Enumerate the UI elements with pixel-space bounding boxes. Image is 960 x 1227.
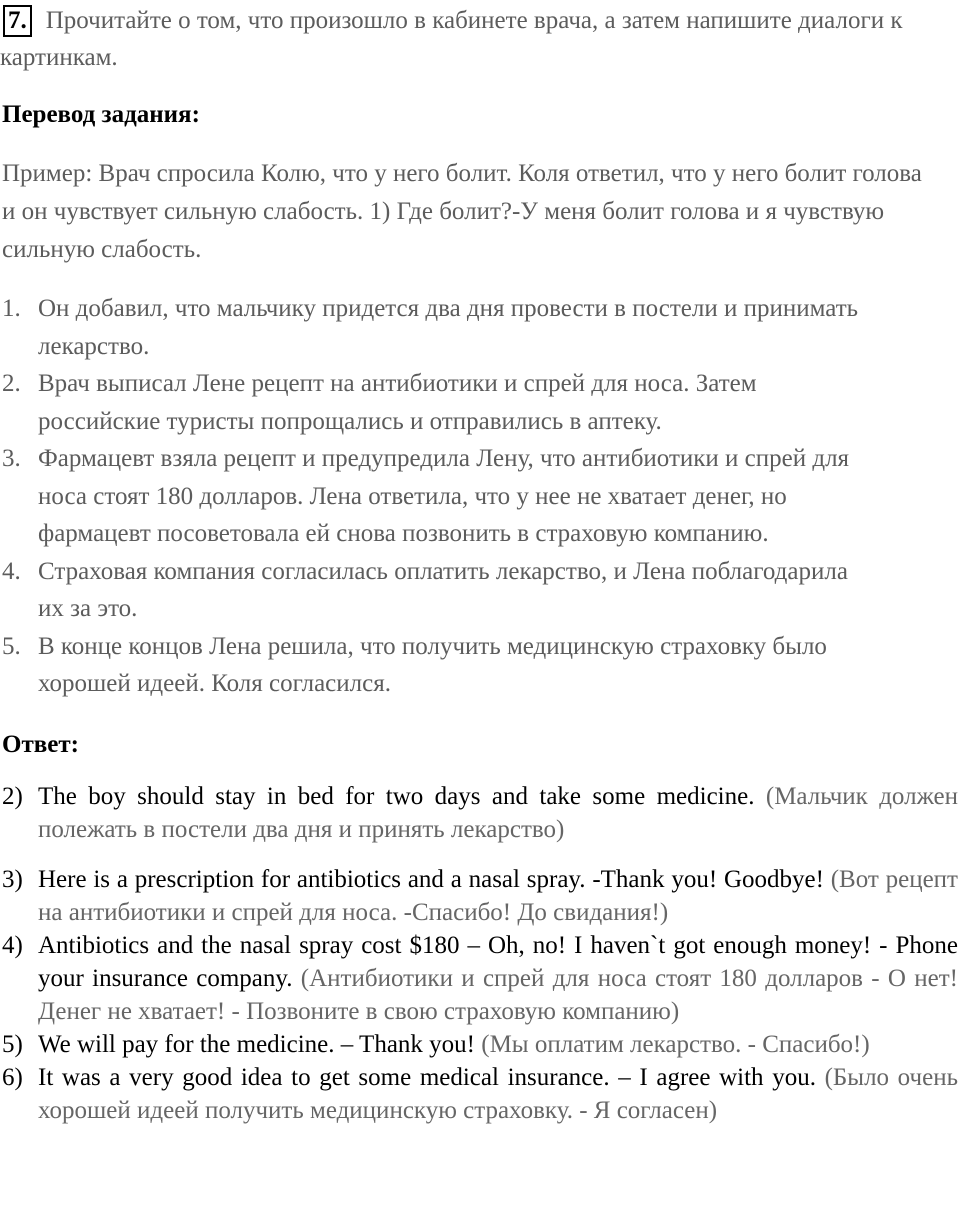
answer-text: [38, 863, 958, 929]
answer-item: [0, 929, 958, 1028]
list-item-text: Врач выписал Лене рецепт на антибиотики и спрей для носа. Затем российские туристы попрощались и отправились в аптеку.: [38, 370, 757, 435]
list-item-text: В конце концов Лена решила, что получить медицинскую страховку было хорошей идеей. Коля согласился.: [38, 632, 827, 697]
answer-text: [38, 1028, 958, 1061]
answer-item: [0, 1028, 958, 1061]
list-item-number: 4.: [2, 557, 21, 585]
answer-english: Here is a prescription for antibiotics and a nasal spray. -Thank you! Goodbye!: [38, 866, 824, 893]
answer-english: Antibiotics and the nasal spray cost $180 – Oh, no! I haven`t got enough money! - Phone your insurance company.: [38, 932, 958, 992]
answer-number: 5): [2, 1031, 23, 1058]
answer-english: It was a very good idea to get some medical insurance. – I agree with you.: [38, 1064, 816, 1091]
example-paragraph: Пример: Врач спросила Колю, что у него болит. Коля ответил, что у него болит голова и он чувствует сильную слабость. 1) Где болит?-У меня болит голова и я чувствую сильную слабость.: [2, 160, 922, 263]
answer-english: We will pay for the medicine. – Thank you!: [38, 1031, 475, 1058]
list-item: [0, 290, 958, 365]
list-item-number: 2.: [2, 370, 21, 397]
list-item: [0, 553, 958, 628]
list-item-number: 1.: [2, 295, 21, 322]
answer-english: The boy should stay in bed for two days and take some medicine.: [38, 783, 755, 810]
list-item: [0, 628, 958, 703]
task-instruction: [0, 2, 958, 76]
answer-russian: (Вот рецепт на антибиотики и спрей для носа. -Спасибо! До свидания!): [38, 866, 958, 926]
task-text: Прочитайте о том, что произошло в кабинете врача, а затем напишите диалоги к картинкам.: [0, 7, 903, 71]
list-item: [0, 365, 958, 440]
translation-list: [0, 290, 958, 703]
answer-russian: (Было очень хорошей идеей получить медицинскую страховку. - Я согласен): [38, 1064, 958, 1124]
task-number-box: 7.: [3, 5, 32, 37]
answer-russian: (Антибиотики и спрей для носа стоят 180 долларов - О нет! Денег не хватает! - Позвоните в свою страховую компанию): [38, 965, 958, 1025]
answer-number: 6): [2, 1064, 23, 1091]
answer-item: [0, 1061, 958, 1127]
answer-russian: (Мальчик должен полежать в постели два дня и принять лекарство): [38, 783, 958, 843]
translation-heading: Перевод задания:: [2, 101, 200, 128]
list-item-number: 3.: [2, 445, 21, 472]
answer-list: [0, 780, 958, 1127]
answer-number: 2): [2, 783, 23, 810]
answer-number: 3): [2, 866, 23, 893]
answer-text: [38, 929, 958, 1028]
answer-number: 4): [2, 932, 23, 959]
list-item-text: Фармацевт взяла рецепт и предупредила Лену, что антибиотики и спрей для носа стоят 180 долларов. Лена ответила, что у нее не хватает денег, но фармацевт посоветовала ей снова позвонить в страховую компанию.: [38, 445, 850, 547]
answer-russian: (Мы оплатим лекарство. - Спасибо!): [481, 1031, 870, 1058]
list-item-number: 5.: [2, 632, 21, 660]
answer-item: [0, 863, 958, 929]
answer-text: [38, 780, 958, 846]
answer-text: [38, 1061, 958, 1127]
answer-item: [0, 780, 958, 846]
answer-heading: Ответ:: [2, 731, 79, 758]
list-item: [0, 440, 958, 553]
list-item-text: Он добавил, что мальчику придется два дня провести в постели и принимать лекарство.: [38, 295, 859, 360]
list-item-text: Страховая компания согласилась оплатить лекарство, и Лена поблагодарила их за это.: [38, 557, 848, 622]
